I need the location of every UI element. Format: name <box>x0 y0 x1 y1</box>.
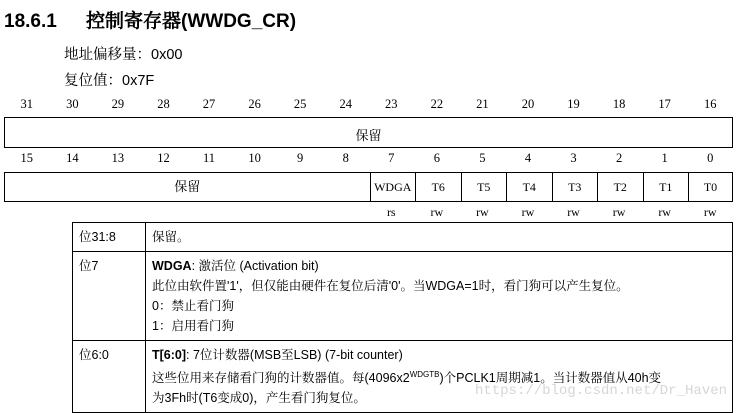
field-t2: T2 <box>597 173 643 201</box>
bit-range: 位31:8 <box>73 223 146 252</box>
field-summary: : 激活位 (Activation bit) <box>191 259 319 273</box>
bit-range: 位6:0 <box>73 341 146 413</box>
bit-number: 11 <box>203 151 216 165</box>
bit-number: 0 <box>707 151 714 165</box>
bit-number: 29 <box>111 97 125 111</box>
bit-number: 25 <box>293 97 307 111</box>
field-t5: T5 <box>461 173 507 201</box>
bit-number: 9 <box>297 151 304 165</box>
description-line: 0：禁止看门狗 <box>152 299 234 313</box>
field-wdga: WDGA <box>370 173 416 201</box>
section-number: 18.6.1 <box>4 11 57 32</box>
access-type: rw <box>658 205 671 219</box>
reset-value: 复位值：0x7F <box>64 73 155 89</box>
bit-number: 28 <box>157 97 170 111</box>
section-title: 控制寄存器(WWDG_CR) <box>86 11 297 32</box>
field-t0: T0 <box>688 173 732 201</box>
superscript: WDGTB <box>409 370 440 379</box>
field-t3: T3 <box>552 173 598 201</box>
bit-number: 3 <box>570 151 577 165</box>
bit-number: 30 <box>66 97 79 111</box>
bit-description: 保留。 <box>146 223 733 252</box>
bit-number: 10 <box>248 151 261 165</box>
bit-number: 27 <box>202 97 216 111</box>
bit-number: 21 <box>476 97 489 111</box>
register-lower-half <box>4 172 733 202</box>
bit-number: 2 <box>615 151 623 165</box>
reserved-field-lower: 保留 <box>174 179 201 194</box>
bit-number: 7 <box>388 151 395 165</box>
bit-number: 12 <box>157 151 170 165</box>
description-line: 这些位用来存储看门狗的计数器值。每$(4096x2^{WDGTB})$个PCLK1周期减1。当计数器值从40h变 <box>152 370 662 386</box>
bit-number: 24 <box>339 97 352 111</box>
bit-number: 18 <box>612 97 626 111</box>
bit-number: 26 <box>248 97 261 111</box>
bit-number: 23 <box>385 97 398 111</box>
section-heading <box>4 6 296 33</box>
bit-number: 19 <box>567 97 580 111</box>
table-row <box>73 252 733 341</box>
access-type: rw <box>703 205 717 219</box>
field-t1: T1 <box>643 173 689 201</box>
bit-number: 22 <box>430 97 444 111</box>
field-summary: : 7位计数器(MSB至LSB) (7-bit counter) <box>186 348 403 362</box>
watermark: https://blog.csdn.net/Dr_Haven <box>474 383 727 399</box>
bit-number: 14 <box>66 151 79 165</box>
description-line: 为3Fh时(T6变成0)，产生看门狗复位。 <box>152 391 366 406</box>
table-row <box>73 341 733 413</box>
bit-number: 5 <box>479 151 486 165</box>
upper-bit-numbers <box>4 97 733 112</box>
bit-number: 20 <box>521 97 535 111</box>
access-type: rs <box>386 205 396 219</box>
bit-number: 4 <box>524 151 532 165</box>
field-name: T[6:0] <box>152 348 187 362</box>
bit-range: 位7 <box>73 252 146 341</box>
description-line: 此位由软件置'1'，但仅能由硬件在复位后清'0'。当WDGA=1时，看门狗可以产生复位。 <box>152 279 629 293</box>
bit-number: 31 <box>20 97 34 111</box>
field-t6: T6 <box>415 173 461 201</box>
address-offset: 地址偏移量：0x00 <box>64 47 183 63</box>
bit-description <box>146 252 733 341</box>
field-t4: T4 <box>506 173 552 201</box>
bit-number: 16 <box>703 97 717 111</box>
table-row <box>73 223 733 252</box>
access-type: rw <box>612 205 626 219</box>
access-types <box>4 205 733 220</box>
bit-number: 13 <box>111 151 125 165</box>
access-type: rw <box>476 205 489 219</box>
bit-number: 17 <box>658 97 671 111</box>
field-name: WDGA <box>152 259 192 273</box>
bit-number: 8 <box>342 151 349 165</box>
reserved-field-upper: 保留 <box>355 128 382 143</box>
bit-number: 1 <box>661 151 668 165</box>
description-line: 1：启用看门狗 <box>152 319 234 333</box>
access-type: rw <box>567 205 580 219</box>
lower-bit-numbers <box>4 151 733 166</box>
bit-description <box>146 341 733 413</box>
access-type: rw <box>521 205 535 219</box>
register-upper-half <box>4 117 733 148</box>
access-type: rw <box>430 205 444 219</box>
bit-number: 6 <box>433 151 440 165</box>
bit-number: 15 <box>20 151 34 165</box>
